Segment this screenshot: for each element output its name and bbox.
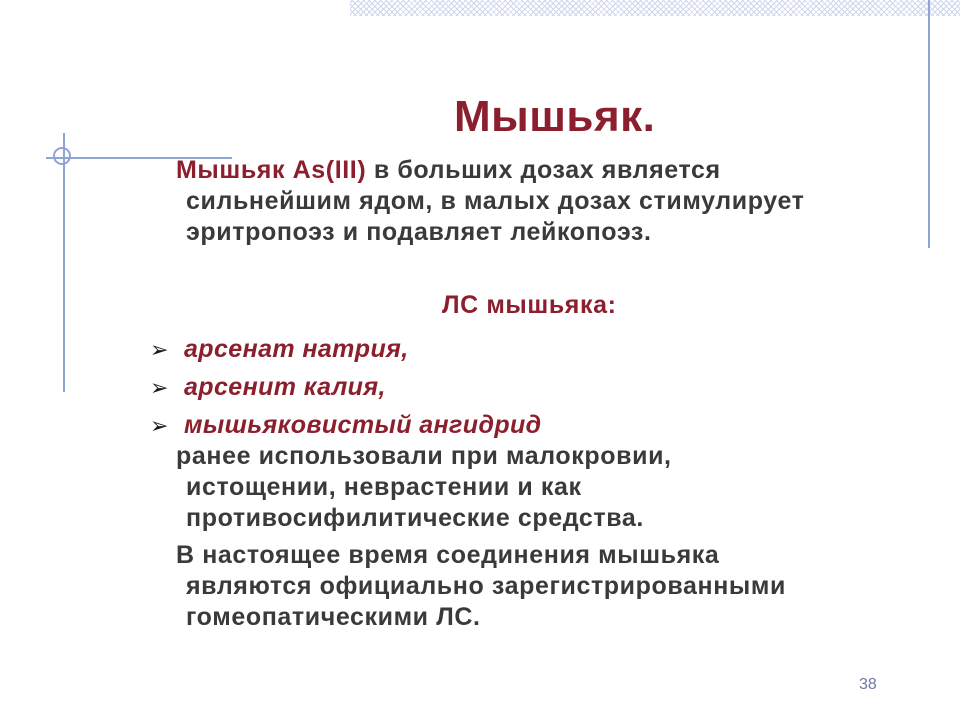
decorative-hatch-band — [350, 0, 960, 16]
list-item-label: арсенат натрия, — [184, 335, 409, 363]
intro-accent-text: Мышьяк As(III) — [176, 156, 367, 184]
list-item — [150, 330, 542, 368]
usage-line1-text: ранее использовали при малокровии, — [176, 442, 672, 470]
intro-line2-text: сильнейшим ядом, в малых дозах стимулирует — [186, 187, 805, 215]
drug-list — [150, 330, 542, 444]
intro-paragraph — [176, 155, 936, 248]
usage-paragraph — [176, 441, 936, 534]
page-number: 38 — [859, 676, 877, 693]
intro-line1-text: в больших дозах является — [366, 156, 721, 184]
status-line3-text: гомеопатическими ЛС. — [186, 603, 481, 631]
list-item — [150, 406, 542, 444]
slide-title: Мышьяк. — [454, 92, 656, 141]
list-item-label: арсенит калия, — [184, 373, 386, 401]
list-item-label: мышьяковистый ангидрид — [184, 411, 542, 439]
current-status-paragraph — [176, 540, 936, 633]
decorative-circle — [53, 147, 71, 165]
arrow-bullet-icon: ➢ — [150, 375, 169, 400]
usage-line2-text: истощении, неврастении и как — [186, 473, 582, 501]
intro-line3-text: эритропоэз и подавляет лейкопоэз. — [186, 218, 652, 246]
status-line2-text: являются официально зарегистрированными — [186, 572, 786, 600]
arrow-bullet-icon: ➢ — [150, 413, 169, 438]
usage-line3-text: противосифилитические средства. — [186, 504, 644, 532]
decorative-left-line — [63, 133, 65, 392]
arrow-bullet-icon: ➢ — [150, 337, 169, 362]
drugs-subheading: ЛС мышьяка: — [442, 291, 617, 319]
list-item — [150, 368, 542, 406]
status-line1-text: В настоящее время соединения мышьяка — [176, 541, 720, 569]
